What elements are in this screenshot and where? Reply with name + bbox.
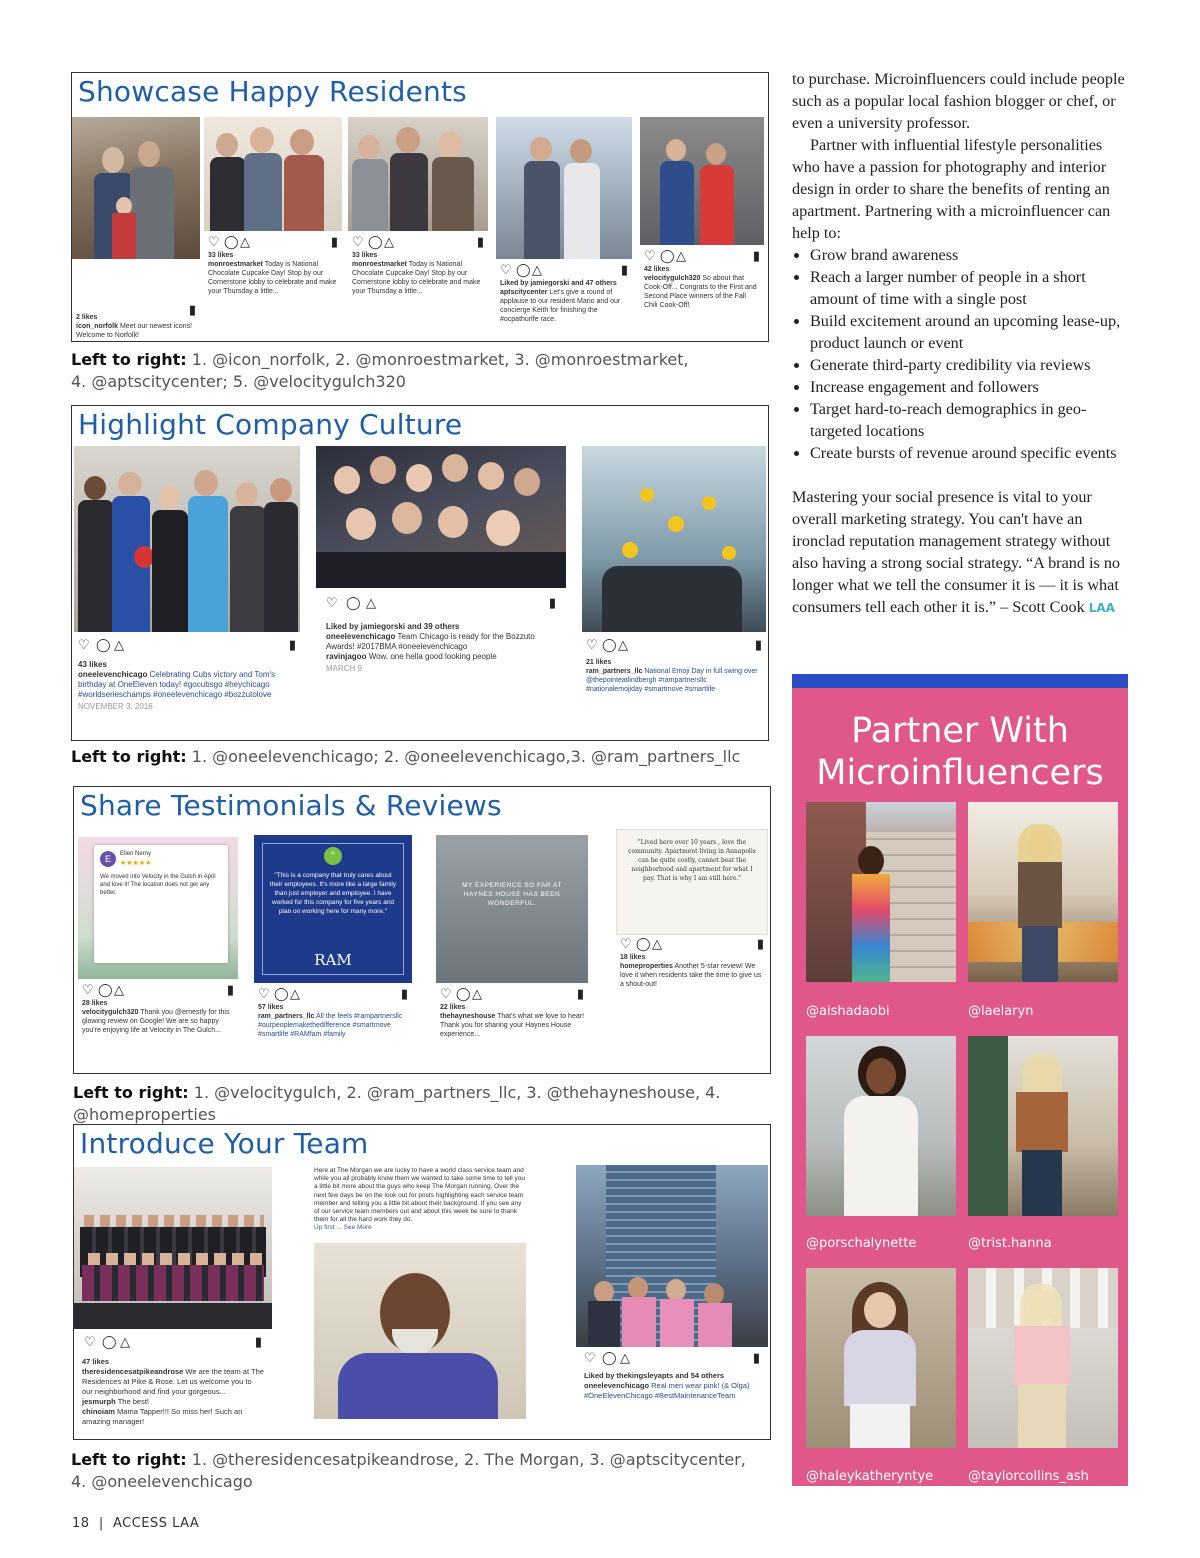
heart-icon: ♡	[352, 234, 364, 249]
influencer-photo	[968, 1036, 1118, 1216]
comment-icon: ◯	[602, 637, 617, 652]
heart-icon: ♡	[500, 262, 512, 277]
bookmark-icon: ▮	[288, 637, 296, 652]
influencer-photo	[968, 802, 1118, 982]
post-likes: 22 likes	[440, 1004, 466, 1011]
comment-icon: ◯	[602, 1350, 617, 1365]
post-date: MARCH 9	[326, 664, 363, 673]
share-icon: △	[114, 637, 124, 652]
section-title: Highlight Company Culture	[78, 408, 463, 441]
bookmark-icon: ▮	[752, 248, 760, 263]
post-likes: 33 likes	[352, 252, 378, 259]
bookmark-icon: ▮	[330, 234, 338, 249]
share-icon: △	[676, 248, 686, 263]
section-caption: Left to right: 1. @velocitygulch, 2. @ram_partners_llc, 3. @thehayneshouse, 4. @homeproperties	[73, 1083, 721, 1124]
bookmark-icon: ▮	[756, 936, 764, 951]
share-icon: △	[652, 936, 662, 951]
instagram-post	[640, 117, 764, 337]
heart-icon: ♡	[584, 1350, 596, 1365]
bookmark-icon: ▮	[400, 986, 408, 1001]
post-user: oneelevenchicago	[584, 1381, 650, 1390]
post-user: homeproperties	[620, 963, 673, 970]
heart-icon: ♡	[644, 248, 656, 263]
section-title: Introduce Your Team	[80, 1127, 369, 1160]
review-name: Ellen Nerny	[120, 851, 152, 857]
share-icon: △	[532, 262, 542, 277]
instagram-post	[204, 117, 342, 337]
comment-icon: ◯	[224, 234, 239, 249]
instagram-post	[316, 446, 566, 736]
section-share-testimonials-reviews	[73, 786, 771, 1074]
section-caption: Left to right: 1. @icon_norfolk, 2. @monroestmarket, 3. @monroestmarket, 4. @aptscitycenter; 5. @velocitygulch320	[71, 350, 689, 391]
home-quote: "Lived here over 10 years , love the community. Apartment living in Annapolis can be quite costly, cannot beat the neighborhood and apartment for what I pay. That is why I am still here."	[628, 839, 756, 882]
post-text: Thank you @ernestly for this glowing review on Google! We are so happy you're enjoying life at Velocity in The Gulch...	[82, 1009, 230, 1034]
list-item: • Increase engagement and followers	[810, 376, 1128, 398]
post-user: monroestmarket	[352, 261, 407, 268]
article-body	[792, 68, 1128, 619]
heart-icon: ♡	[620, 936, 632, 951]
review-text: We moved into Velocity in the Gulch in April and love it! The location does not get any better.	[100, 874, 216, 896]
share-icon: △	[366, 595, 376, 610]
share-icon: △	[120, 1334, 130, 1349]
share-icon: △	[240, 234, 250, 249]
influencer-handle: @aishadaobi	[806, 1004, 890, 1019]
post-user: aptscitycenter	[500, 289, 548, 296]
post-user: monroestmarket	[208, 261, 263, 268]
facebook-post	[310, 1165, 530, 1437]
instagram-post	[582, 446, 766, 736]
heart-icon: ♡	[208, 234, 220, 249]
bookmark-icon: ▮	[752, 1350, 760, 1365]
section-caption: Left to right: 1. @oneelevenchicago; 2. @oneelevenchicago,3. @ram_partners_llc	[71, 747, 741, 766]
post-text: Here at The Morgan we are lucky to have a world class service team and while you all probably know them we wanted to take some time to tell you a little bit more about the guys who keep The Morgan running. Over the next few days be on the look out for posts highlighting each service team member and telling you a little bit about their background. If you see any of our service team members out and about this week be sure to thank them for all the hard work they do.	[314, 1167, 525, 1224]
post-user: ram_partners_llc	[258, 1013, 315, 1020]
list-item: • Reach a larger number of people in a short amount of time with a single post	[810, 266, 1128, 310]
share-icon: △	[290, 986, 300, 1001]
list-item: • Grow brand awareness	[810, 244, 1128, 266]
comment-user: jesmurph	[82, 1397, 116, 1406]
sidebar-title: Partner With Microinfluencers	[816, 711, 1104, 793]
instagram-post	[616, 829, 768, 1069]
influencer-photo	[806, 1268, 956, 1448]
reply-text: Wow, one hella good looking people	[368, 652, 497, 661]
article-paragraph: Partner with influential lifestyle personalities who have a passion for photography and interior design in order to share the benefits of renting an apartment. Partnering with a microinfluencer can help to:	[792, 136, 1111, 242]
article-paragraph: to purchase. Microinfluencers could include people such as a popular local fashion blogger or chef, or even a university professor.	[792, 70, 1125, 132]
post-text: National Emoji Day in full swing over @thepointeatlindbergh #rampartnersllc #nationalemojiday #smartmove #smartlife	[586, 668, 758, 693]
heart-icon: ♡	[82, 982, 94, 997]
influencer-photo	[806, 1036, 956, 1216]
instagram-post	[576, 1165, 768, 1437]
benefits-list	[792, 244, 1128, 464]
section-showcase-happy-residents	[71, 72, 769, 342]
share-icon: △	[384, 234, 394, 249]
bookmark-icon: ▮	[188, 302, 196, 317]
post-user: icon_norfolk	[76, 323, 119, 330]
bookmark-icon: ▮	[476, 234, 484, 249]
list-item: • Build excitement around an upcoming lease-up, product launch or event	[810, 310, 1128, 354]
comment-icon: ◯	[368, 234, 383, 249]
see-more-link[interactable]: Up first ... See More	[314, 1224, 372, 1232]
post-text: So about that Cook-Off... Congrats to the First and Second Place winners of the Fall Chili Cook-Off!	[644, 275, 757, 309]
comment-text: Mama Tapper!!! So miss her! Such an amazing manager!	[82, 1407, 243, 1426]
comment-icon: ◯	[274, 986, 289, 1001]
post-likes: 42 likes	[644, 266, 670, 273]
instagram-post	[74, 446, 300, 736]
heart-icon: ♡	[586, 637, 598, 652]
instagram-post	[72, 117, 200, 337]
post-text: We are the team at The Residences at Pike & Rose. Let us welcome you to our neighborhood and find your gorgeous...	[82, 1367, 264, 1396]
bookmark-icon: ▮	[754, 637, 762, 652]
post-likes: Liked by jamiegorski and 39 others	[326, 622, 460, 631]
bookmark-icon: ▮	[576, 986, 584, 1001]
post-likes: 2 likes	[76, 314, 98, 321]
share-icon: △	[114, 982, 124, 997]
heart-icon: ♡	[84, 1334, 96, 1349]
section-title: Share Testimonials & Reviews	[80, 789, 502, 822]
influencer-handle: @trist.hanna	[968, 1236, 1052, 1251]
heart-icon: ♡	[440, 986, 452, 1001]
post-text: Let's give a round of applause to our resident Mario and our concierge Keith for finishing the #ocpathurlfe race.	[500, 289, 621, 323]
heart-icon: ♡	[78, 637, 90, 652]
post-user: velocitygulch320	[644, 275, 701, 282]
instagram-post: “ "This is a company that truly cares about their employees. It's more like a large family than just employer and employee. I have worked for this company for five years and plan on working here for many more." RAM ♡ ◯ △ ▮ 57 likes ram_partners_llc All the feels #rampartnersllc #ourpeoplemakethedifference #smartmove #smartlife #RAMfam #family	[254, 835, 412, 1069]
article-paragraph: Mastering your social presence is vital to your overall marketing strategy. You can't have an ironclad reputation management strategy without also having a strong social strategy. “A brand is no longer what we tell the consumer it is — it is what consumers tell each other it is.” – Scott Cook	[792, 488, 1121, 616]
post-text: Team Chicago is ready for the Bozzuto Awards! #2017BMA #oneelevenchicago	[326, 632, 535, 651]
bookmark-icon: ▮	[620, 262, 628, 277]
microinfluencer-sidebar	[792, 674, 1128, 1486]
section-title: Showcase Happy Residents	[78, 75, 467, 108]
list-item: • Create bursts of revenue around specific events	[810, 442, 1128, 464]
instagram-post	[496, 117, 632, 339]
reply-user: ravinjagoo	[326, 652, 367, 661]
influencer-photo	[806, 802, 956, 982]
heart-icon: ♡	[258, 986, 270, 1001]
post-text: Today is National Chocolate Cupcake Day! Stop by our Cornerstone lobby to celebrate and make your Thursday a little...	[352, 261, 481, 295]
post-likes: 21 likes	[586, 659, 612, 666]
section-introduce-your-team	[73, 1124, 771, 1440]
post-likes: 28 likes	[82, 1000, 108, 1007]
post-likes: 18 likes	[620, 954, 646, 961]
list-item: • Generate third-party credibility via reviews	[810, 354, 1128, 376]
comment-icon: ◯	[660, 248, 675, 263]
post-text: Celebrating Cubs victory and Tom's birthday at OneEleven today! #gocubsgo #heychicago #worldserieschamps #oneelevenchicago #bozzutolove	[78, 670, 276, 699]
influencer-handle: @taylorcollins_ash	[968, 1469, 1089, 1484]
comment-icon: ◯	[102, 1334, 117, 1349]
laa-logo: LAA	[1088, 601, 1115, 615]
comment-icon: ◯	[98, 982, 113, 997]
post-likes: 57 likes	[258, 1004, 284, 1011]
influencer-photo	[968, 1268, 1118, 1448]
comment-icon: ◯	[636, 936, 651, 951]
post-text: That's what we love to hear! Thank you for sharing your Haynes House experience...	[440, 1013, 585, 1038]
instagram-post	[348, 117, 488, 337]
page-number: 18	[72, 1516, 90, 1531]
post-user: ram_partners_llc	[586, 668, 643, 675]
post-text: Another 5-star review! We love it when residents take the time to give us a shout-out!	[620, 963, 762, 988]
post-likes: 43 likes	[78, 660, 107, 669]
post-date: NOVEMBER 3, 2016	[78, 702, 153, 711]
post-user: theresidencesatpikeandrose	[82, 1367, 184, 1376]
list-item: • Target hard-to-reach demographics in geo-targeted locations	[810, 398, 1128, 442]
review-stars: ★★★★★	[120, 860, 152, 867]
comment-icon: ◯	[96, 637, 111, 652]
instagram-post: E Ellen Nerny ★★★★★ We moved into Velocity in the Gulch in April and love it! The location does not get any better. ♡ ◯ △ ▮ 28 likes velocitygulch320 Thank you @ernestly for this glowing review on Google! We are so happy you're enjoying life at Velocity in The Gulch...	[78, 837, 238, 1069]
bookmark-icon: ▮	[226, 982, 234, 997]
comment-icon: ◯	[516, 262, 531, 277]
influencer-handle: @laelaryn	[968, 1004, 1034, 1019]
post-text: Today is National Chocolate Cupcake Day! Stop by our Cornerstone lobby to celebrate and make your Thursday a little...	[208, 261, 337, 295]
bookmark-icon: ▮	[548, 595, 556, 610]
influencer-handle: @porschalynette	[806, 1236, 917, 1251]
post-likes: Liked by thekingsleyapts and 54 others	[584, 1371, 725, 1380]
footer-separator: |	[98, 1516, 104, 1531]
comment-icon: ◯	[346, 595, 361, 610]
ram-logo: RAM	[314, 951, 352, 969]
post-user: velocitygulch320	[82, 1009, 139, 1016]
share-icon: △	[472, 986, 482, 1001]
heart-icon: ♡	[326, 595, 338, 610]
bookmark-icon: ▮	[254, 1334, 262, 1349]
section-caption: Left to right: 1. @theresidencesatpikeandrose, 2. The Morgan, 3. @aptscitycenter, 4. @oneelevenchicago	[71, 1450, 746, 1491]
page-footer	[72, 1516, 199, 1531]
influencer-handle: @haleykatheryntye	[806, 1469, 934, 1484]
post-user: oneelevenchicago	[78, 670, 148, 679]
post-text: Meet our newest icons! Welcome to Norfolk!	[76, 323, 192, 337]
post-text: All the feels #rampartnersllc #ourpeoplemakethedifference #smartmove #smartlife #RAMfam #family	[258, 1013, 403, 1038]
share-icon: △	[620, 1350, 630, 1365]
ram-quote: "This is a company that truly cares about their employees. It's more like a large family than just employer and employee. I have worked for this company for five years and plan on working here for many more."	[269, 872, 397, 915]
instagram-post	[74, 1167, 272, 1437]
post-likes: 33 likes	[208, 252, 234, 259]
comment-text: The best!	[117, 1397, 149, 1406]
post-likes: Liked by jamiegorski and 47 others	[500, 280, 617, 287]
instagram-post	[436, 835, 588, 1069]
share-icon: △	[618, 637, 628, 652]
haynes-quote: MY EXPERIENCE SO FAR AT HAYNES HOUSE HAS BEEN WONDERFUL.	[462, 882, 562, 907]
post-likes: 47 likes	[82, 1357, 110, 1366]
post-user: thehayneshouse	[440, 1013, 496, 1020]
section-highlight-company-culture	[71, 405, 769, 741]
post-user: oneelevenchicago	[326, 632, 396, 641]
post-text: Real men wear pink! (& Olga) #OneElevenChicago #BestMaintenanceTeam	[584, 1381, 750, 1400]
publication-name: ACCESS LAA	[112, 1516, 200, 1531]
comment-icon: ◯	[456, 986, 471, 1001]
comment-user: chinoiam	[82, 1407, 115, 1416]
